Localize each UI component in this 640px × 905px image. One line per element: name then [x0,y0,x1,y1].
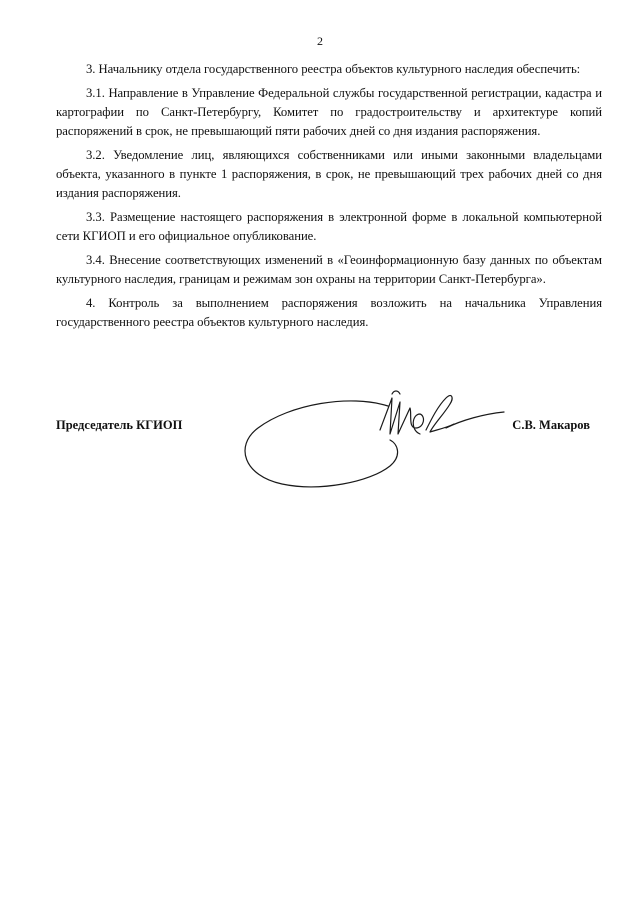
handwritten-signature [240,384,510,494]
document-body [56,60,602,337]
paragraph-3-3: 3.3. Размещение настоящего распоряжения в электронной форме в локальной компьютерной сети КГИОП и его официальное опубликование. [56,210,602,243]
paragraph-3-4: 3.4. Внесение соответствующих изменений в «Геоинформационную базу данных по объектам культурного наследия, границам и режимам зон охраны на территории Санкт-Петербурга». [56,253,602,286]
page-number: 2 [317,34,323,48]
paragraph-3-1: 3.1. Направление в Управление Федеральной службы государственной регистрации, кадастра и картографии по Санкт-Петербургу, Комитет по градостроительству и архитектуре копий распоряжений в срок, не превышающий пяти рабочих дней со дня издания распоряжения. [56,86,602,138]
paragraph-4: 4. Контроль за выполнением распоряжения возложить на начальника Управления государственного реестра объектов культурного наследия. [56,296,602,329]
signatory-name: С.В. Макаров [512,418,590,432]
paragraph-3: 3. Начальнику отдела государственного реестра объектов культурного наследия обеспечить: [86,62,581,76]
paragraph-3-2: 3.2. Уведомление лиц, являющихся собственниками или иными законными владельцами объекта, указанного в пункте 1 распоряжения, в срок, не превышающий трех рабочих дней со дня издания распоряжения. [56,148,602,200]
signatory-title: Председатель КГИОП [56,418,183,432]
